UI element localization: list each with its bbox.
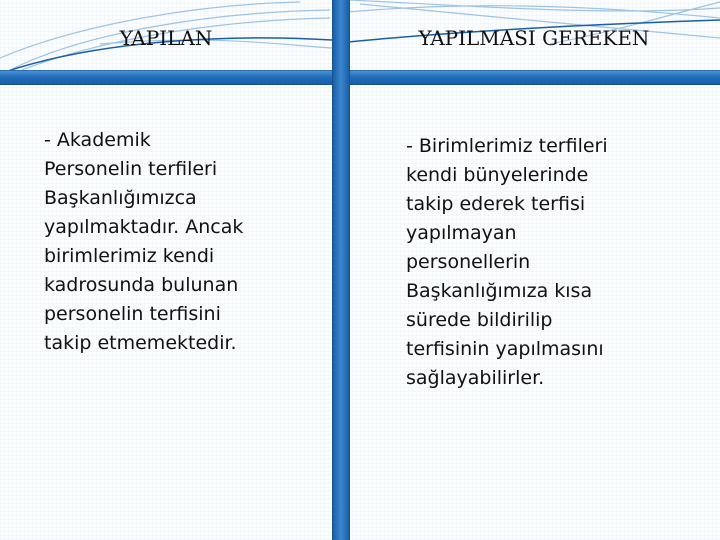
column-header-yapilan: YAPILAN bbox=[119, 26, 213, 50]
right-column-text: - Birimlerimiz terfileri kendi bünyelerinde takip ederek terfisi yapılmayan personellerin Başkanlığımıza kısa sürede bildirilip terfisinin yapılmasını sağlayabilirler. bbox=[406, 135, 608, 389]
left-column-text: - Akademik Personelin terfileri Başkanlığımızca yapılmaktadır. Ancak birimlerimiz kendi kadrosunda bulunan personelin terfisini takip etmemektedir. bbox=[44, 129, 244, 354]
horizontal-divider-bar bbox=[0, 70, 720, 85]
vertical-divider-bar bbox=[332, 0, 350, 540]
column-header-yapilmasi-gereken: YAPILMASI GEREKEN bbox=[418, 26, 650, 50]
